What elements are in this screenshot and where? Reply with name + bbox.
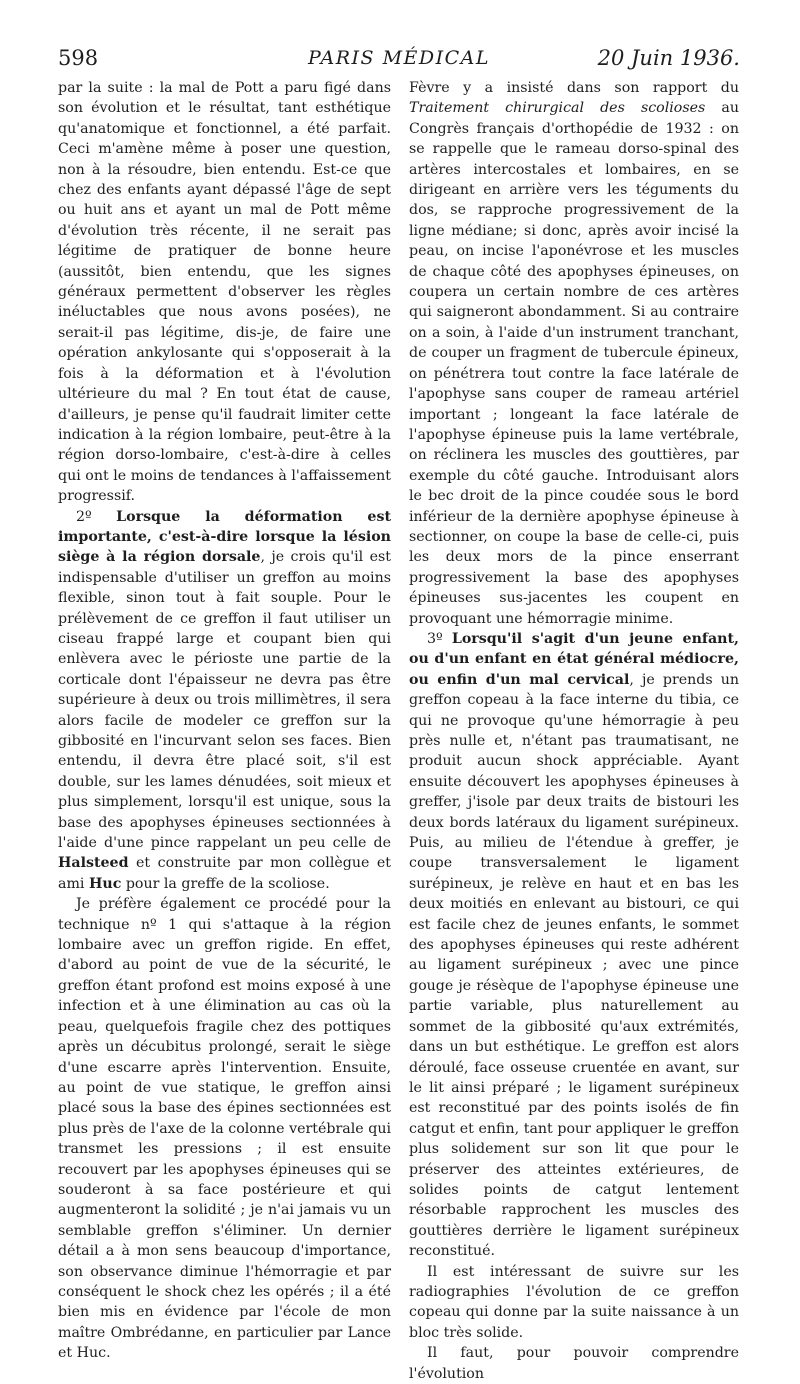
right-column — [409, 78, 739, 1384]
report-title: Traitement chirurgical des scolioses — [409, 100, 706, 117]
paragraph-text: pour la greffe de la scoliose. — [121, 875, 330, 892]
paragraph-continued: par la suite : la mal de Pott a paru figé dans son évolution et le résultat, tant esthétique qu'anatomique et fonctionnel, a été parfait. Ceci m'amène même à poser une question, non à la résoudre, bien entendu. Est-ce que chez des enfants ayant dépassé l'âge de sept ou huit ans et ayant un mal de Pott même d'évolution très récente, il ne serait pas légitime de pratiquer de bonne heure (aussitôt, bien entendu, que les signes généraux permettent d'observer les règles inéluctables que nous avons posées), ne serait-il pas légitime, dis-je, de faire une opération ankylosante qui s'opposerait à la fois à la déformation et à l'évolution ultérieure du mal ? En tout état de cause, d'ailleurs, je pense qu'il faudrait limiter cette indication à la région lombaire, peut-être à la région dorso-lombaire, c'est-à-dire à celles qui ont le moins de tendances à l'affaissement progressif. — [58, 80, 391, 505]
paragraph: Il faut, pour pouvoir comprendre l'évolution — [409, 1345, 739, 1382]
author-name: Halsteed — [58, 855, 129, 872]
paragraph-text: au Congrès français d'orthopédie de 1932 : on se rappelle que le rameau dorso-spinal des artères intercostales et lombaires, en se dirigeant en arrière vers les téguments du dos, se rapproche progressivement de la ligne médiane; si donc, après avoir incisé la peau, on incise l'aponévrose et les muscles de chaque côté des apophyses épineuses, on coupera un certain nombre de ces artères qui saigneront abondamment. Si au contraire on a soin, à l'aide d'un instrument tranchant, de couper un fragment de tubercule épineux, on pénétrera tout contre la face latérale de l'apophyse sans couper de rameau artériel important ; longeant la face latérale de l'apophyse épineuse puis la lame vertébrale, on réclinera les muscles des gouttières, par exemple du côté gauche. Introduisant alors le bec droit de la pince coudée sous le bord inférieur de la dernière apophyse épineuse à sectionner, on coupe la base de celle-ci, puis les deux mors de la pince enserrant progressivement la base des apophyses épineuses sus-jacentes les coupent en provoquant une hémorragie minime. — [409, 100, 740, 627]
section-heading: Lorsqu'il s'agit d'un jeune enfant, ou d'un enfant en état général médiocre, ou enfin d'un mal cervical — [409, 630, 739, 688]
paragraph-continued — [409, 78, 739, 629]
left-column — [58, 78, 391, 1364]
paragraph-section-3 — [409, 629, 739, 1262]
issue-date: 20 Juin 1936. — [597, 46, 740, 70]
paragraph-text: , je crois qu'il est indispensable d'utiliser un greffon au moins flexible, sinon tout à fait souple. Pour le prélèvement de ce greffon il faut utiliser un ciseau frappé large et coupant bien qui enlèvera avec le périoste une partie de la corticale dont l'épaisseur ne devra pas être supérieure à deux ou trois millimètres, il sera alors facile de modeler ce greffon sur la gibbosité en l'incurvant selon ses faces. Bien entendu, il devra être placé soit, s'il est double, sur les lames dénudées, soit mieux et plus simplement, lorsqu'il est unique, sous la base des apophyses épineuses sectionnées à l'aide d'une pince rappelant un peu celle de — [58, 549, 391, 852]
author-name: Huc — [88, 875, 122, 892]
journal-title: PARIS MÉDICAL — [307, 47, 491, 69]
section-heading: Lorsque la déformation est importante, c'est-à-dire lorsque la lésion siège à la région dorsale — [58, 508, 392, 566]
paragraph: Il est intéressant de suivre sur les radiographies l'évolution de ce greffon copeau qui donne par la suite naissance à un bloc très solide. — [409, 1263, 739, 1341]
page-header — [58, 46, 740, 76]
paragraph-text: , je prends un greffon copeau à la face interne du tibia, ce qui ne provoque qu'une hémorragie à peu près nulle et, n'étant pas traumatisant, ne produit aucun shock appréciable. Ayant ensuite découvert les apophyses épineuses à greffer, j'isole par deux traits de bistouri les deux bords latéraux du ligament surépineux. Puis, au milieu de l'étendue à greffer, je coupe transversalement le ligament surépineux, je relève en haut et en bas les deux moitiés en enlevant au bistouri, ce qui est facile chez de jeunes enfants, le sommet des apophyses épineuses qui reste adhérent au ligament surépineux ; avec une pince gouge je résèque de l'apophyse épineuse une partie variable, plus naturellement au sommet de la gibbosité qu'aux extrémités, dans un but esthétique. Le greffon est alors déroulé, face osseuse cruentée en avant, sur le lit ainsi préparé ; le ligament surépineux est reconstitué par des points isolés de fin catgut et enfin, tant pour appliquer le greffon plus solidement sur son lit que pour le préserver des atteintes extérieures, de solides points de catgut lentement résorbable rapprochent les muscles des gouttières derrière le ligament surépineux reconstitué. — [409, 671, 739, 1260]
section-number: 3º — [427, 630, 452, 647]
paragraph: Je préfère également ce procédé pour la technique nº 1 qui s'attaque à la région lombaire avec un greffon rigide. En effet, d'abord au point de vue de la sécurité, le greffon étant profond est moins exposé à une infection et à une élimination au cas où la peau, quelquefois fragile chez des pottiques après un décubitus prolongé, serait le siège d'une escarre après l'intervention. Ensuite, au point de vue statique, le greffon ainsi placé sous la base des épines sectionnées est plus près de l'axe de la colonne vertébrale qui transmet les pressions ; il est ensuite recouvert par les apophyses épineuses qui se souderont à sa face postérieure et qui augmenteront la solidité ; je n'ai jamais vu un semblable greffon s'éliminer. Un dernier détail a à mon sens beaucoup d'importance, son observance diminue l'hémorragie et par conséquent le shock chez les opérés ; il a été bien mis en évidence par l'école de mon maître Ombrédanne, en particulier par Lance et Huc. — [58, 896, 391, 1362]
paragraph-text: et construite par mon collègue et ami — [58, 855, 391, 892]
section-number: 2º — [76, 508, 117, 525]
page-number: 598 — [58, 46, 99, 70]
paragraph-text: Fèvre y a insisté dans son rapport du — [409, 80, 739, 96]
paragraph-section-2 — [58, 507, 391, 895]
